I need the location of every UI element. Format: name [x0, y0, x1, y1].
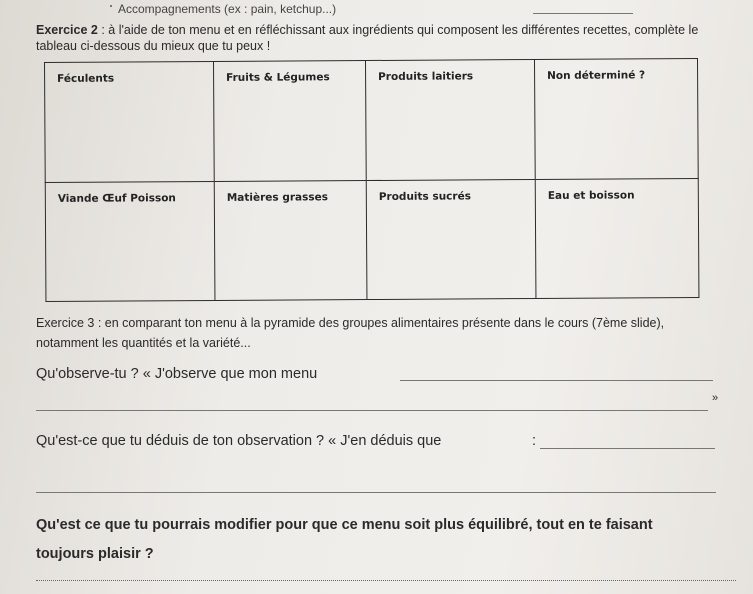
exercise-3-label: Exercice 3	[36, 316, 95, 330]
table-cell: Viande Œuf Poisson	[45, 181, 215, 302]
exercise-3-instructions	[36, 313, 726, 353]
question-2-colon: :	[532, 433, 537, 449]
exercise-2-text: : à l'aide de ton menu et en réfléchissant aux ingrédients qui composent les différentes recettes, complète le tableau ci-dessous du mieux que tu peux !	[36, 23, 699, 53]
table-cell: Produits sucrés	[366, 179, 536, 300]
table-cell: Matières grasses	[214, 180, 367, 300]
question-2: Qu'est-ce que tu déduis de ton observation ? « J'en déduis que	[36, 433, 442, 449]
question-3-line-2: toujours plaisir ?	[36, 546, 154, 562]
exercise-3-text: : en comparant ton menu à la pyramide des groupes alimentaires présente dans le cours (7ème slide), notamment les quantités et la variété...	[36, 316, 665, 350]
exercise-2-label: Exercice 2	[36, 23, 98, 37]
table-row	[45, 59, 699, 182]
answer-rule	[400, 380, 713, 381]
table-row	[45, 178, 699, 301]
question-1: Qu'observe-tu ? « J'observe que mon menu	[36, 366, 318, 382]
table-cell: Non déterminé ?	[534, 59, 698, 179]
table-cell: Féculents	[45, 61, 215, 182]
accompaniments-line	[118, 2, 336, 16]
answer-rule-dotted	[36, 580, 736, 581]
bullet-dot	[110, 5, 112, 7]
question-3-line-1: Qu'est ce que tu pourrais modifier pour que ce menu soit plus équilibré, tout en te faisant	[36, 517, 653, 533]
food-groups-table	[44, 58, 699, 302]
accompaniments-text: Accompagnements (ex : pain, ketchup...)	[118, 2, 337, 16]
table-cell: Eau et boisson	[535, 178, 699, 298]
closing-quote: »	[712, 392, 719, 404]
answer-rule	[540, 448, 715, 449]
table-cell: Fruits & Légumes	[213, 61, 366, 181]
table-cell: Produits laitiers	[365, 60, 535, 181]
answer-rule-accompaniments	[533, 13, 633, 14]
answer-rule	[36, 410, 708, 411]
exercise-2-instructions	[36, 22, 716, 54]
answer-rule	[36, 492, 716, 493]
